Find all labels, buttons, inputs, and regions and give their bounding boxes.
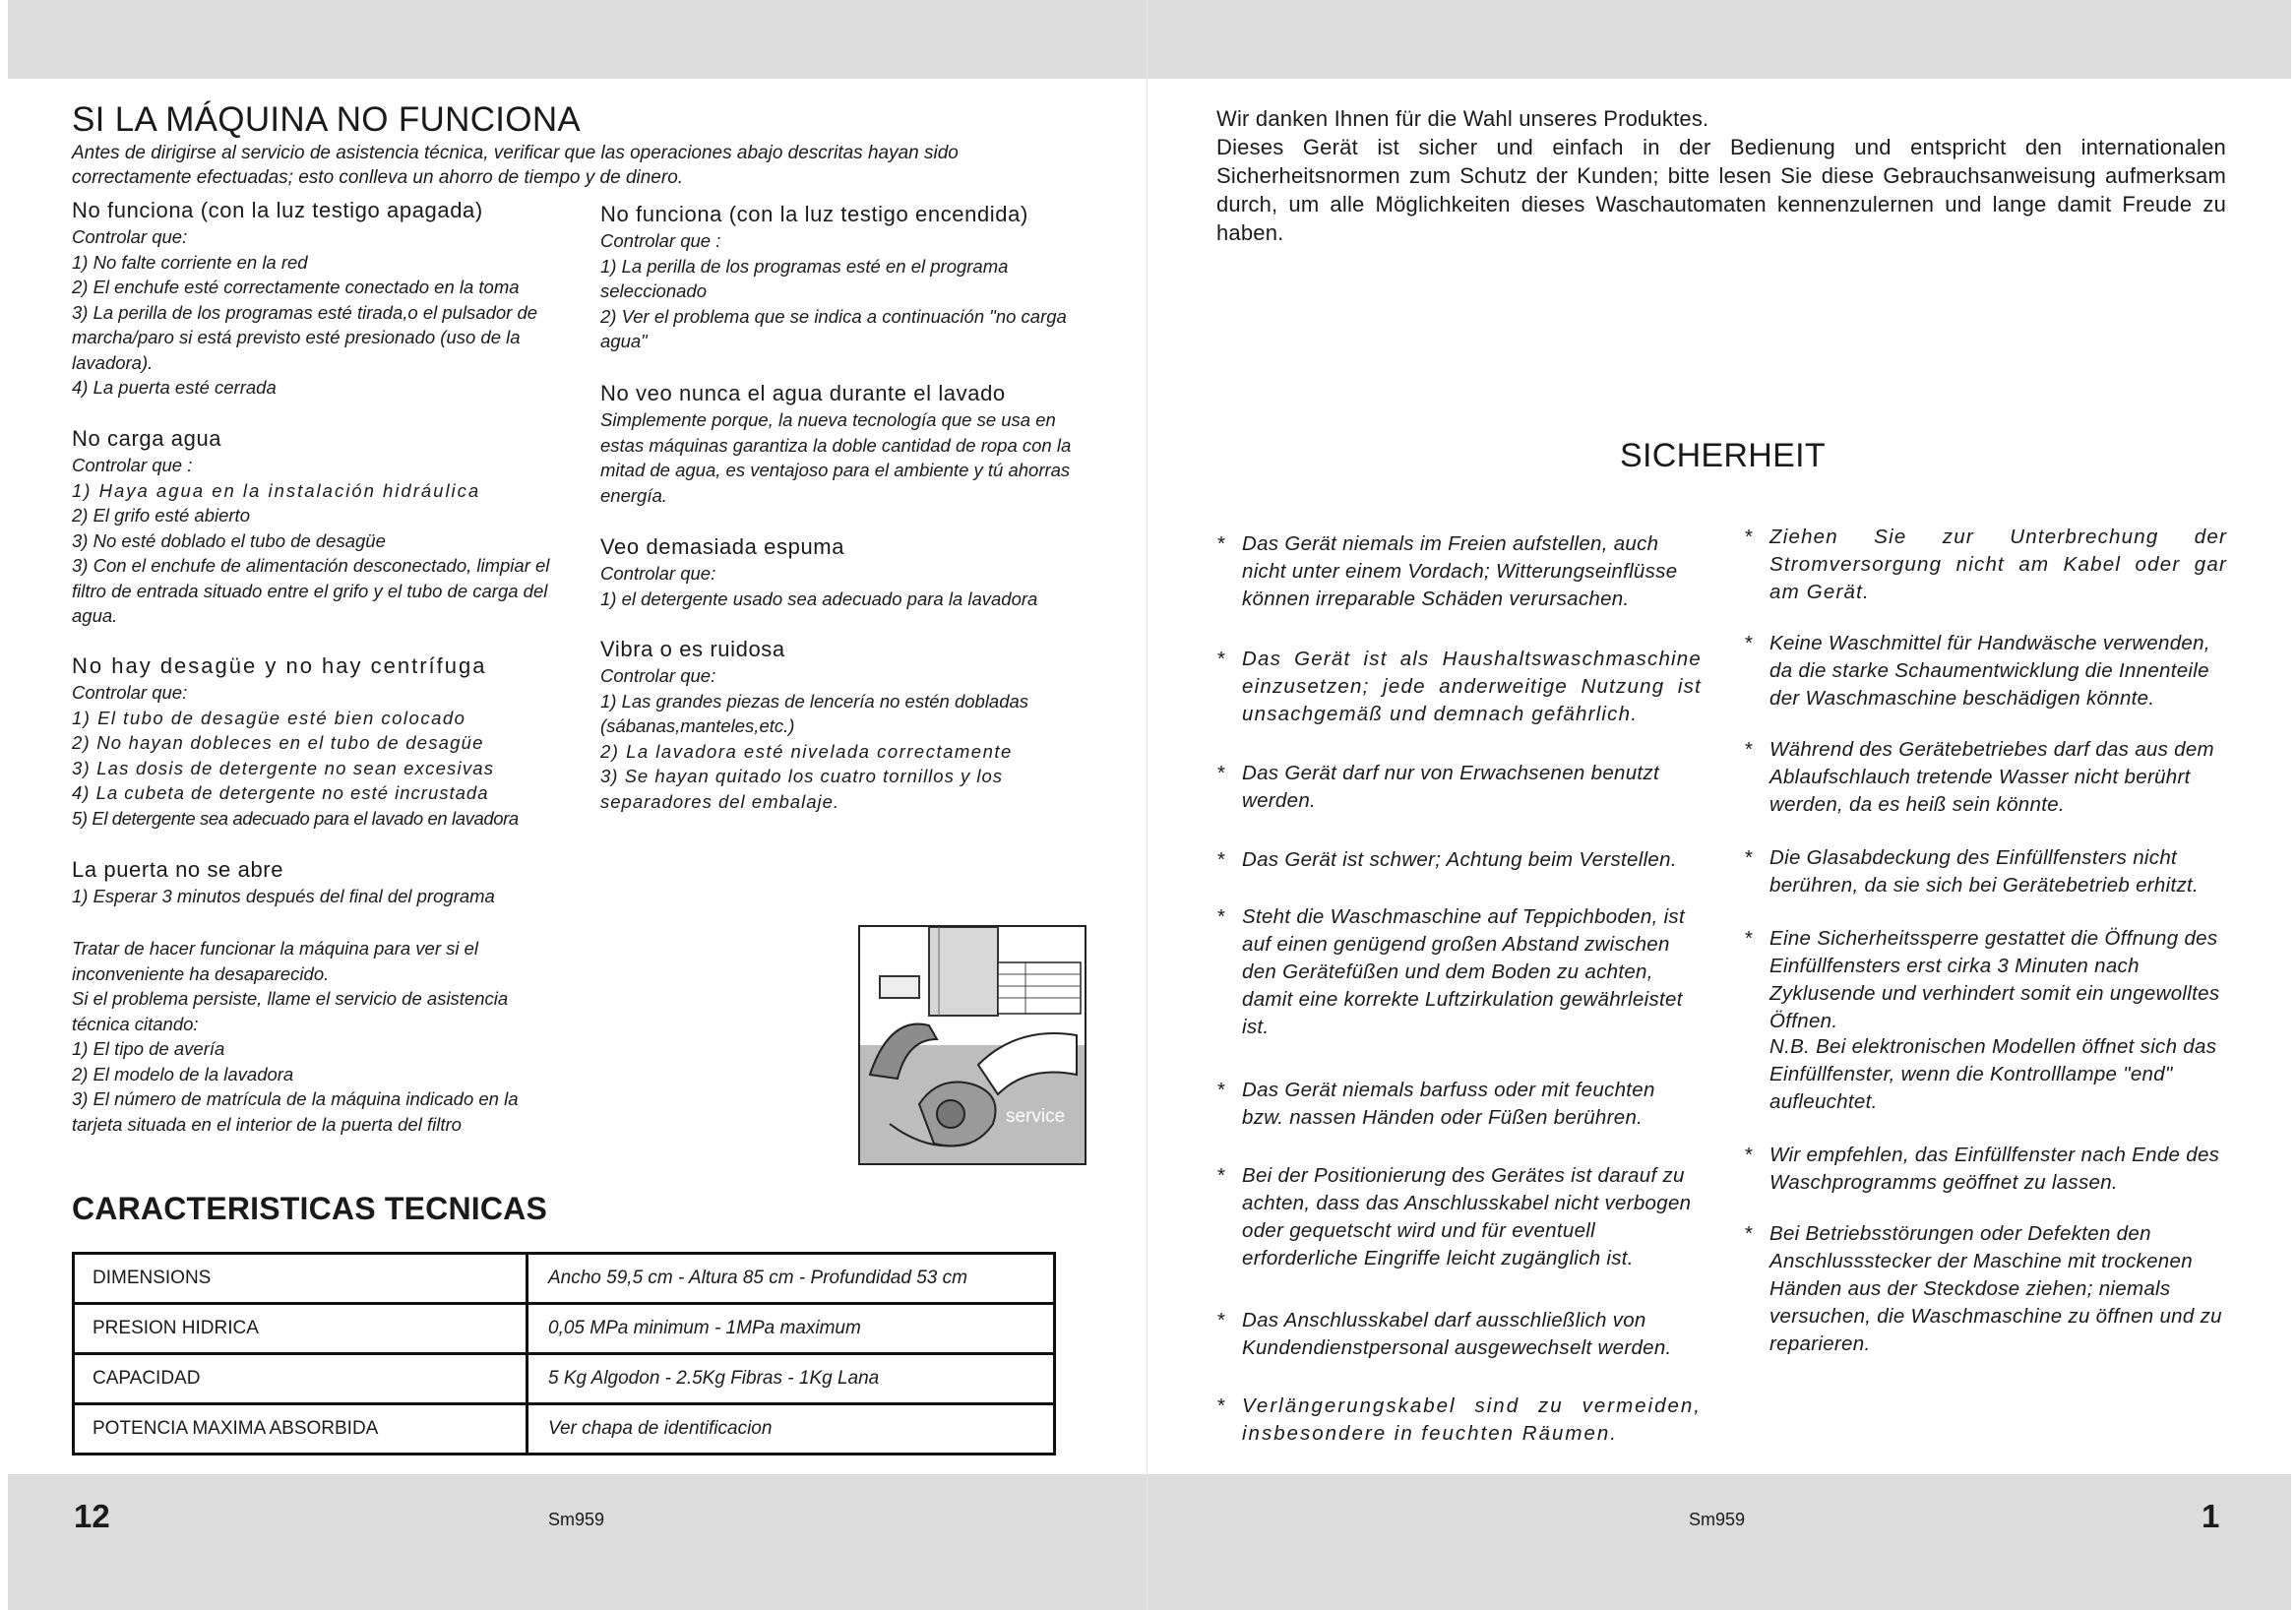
spec-value: Ancho 59,5 cm - Altura 85 cm - Profundidad 53 cm	[527, 1254, 1055, 1304]
safety-note: N.B. Bei elektronischen Modellen öffnet sich das Einfüllfenster, wenn die Kontrolllampe "end" aufleuchtet.	[1769, 1035, 2217, 1113]
bullet-star: *	[1745, 1144, 1754, 1166]
troubleshooting-intro: Antes de dirigirse al servicio de asistencia técnica, verificar que las operaciones abajo descritas hayan sido correctamente efectuadas; esto conlleva un ahorro de tiempo y de dinero.	[72, 143, 959, 188]
bullet-star: *	[1217, 905, 1226, 928]
section-no-funciona-encendida	[600, 201, 1083, 354]
safety-item: * Bei Betriebsstörungen oder Defekten den Anschlussstecker der Maschine mit trockenen Händen aus der Steckdose ziehen; niemals versuchen, die Waschmaschine zu öffnen und zu reparieren.	[1745, 1222, 2222, 1355]
section-espuma	[600, 533, 1083, 611]
section-line: 1) Haya agua en la instalación hidráulica	[72, 479, 481, 501]
service-illustration	[858, 925, 1086, 1165]
section-no-funciona-apagada	[72, 197, 554, 401]
page-fold	[1147, 0, 1148, 1610]
service-note	[72, 936, 554, 1137]
header-band	[8, 0, 2291, 79]
section-line: 2) El enchufe esté correctamente conectado en la toma	[72, 277, 520, 297]
section-title: No funciona (con la luz testigo encendida)	[600, 202, 1028, 226]
note-line: 3) El número de matrícula de la máquina indicado en la tarjeta situada en el interior de la puerta del filtro	[72, 1088, 519, 1135]
bullet-star: *	[1745, 526, 1755, 548]
spec-value: Ver chapa de identificacion	[527, 1404, 1055, 1455]
section-line: Controlar que :	[72, 455, 193, 475]
section-line: 3) La perilla de los programas esté tirada,o el pulsador de marcha/paro si está previsto esté presionado (uso de la lavadora).	[72, 301, 538, 373]
page-number-left: 12	[74, 1498, 110, 1534]
section-line: 5) El detergente sea adecuado para el lavado en lavadora	[72, 807, 519, 829]
safety-item: * Das Gerät ist als Haushaltswaschmaschine einzusetzen; jede anderweitige Nutzung ist unsachgemäß und demnach gefährlich.	[1217, 648, 1702, 725]
section-line: 2) La lavadora esté nivelada correctamente	[600, 740, 1013, 762]
section-no-carga-agua	[72, 425, 554, 629]
section-title: No carga agua	[72, 426, 222, 451]
tech-specs-table	[72, 1252, 1056, 1455]
section-title: Vibra o es ruidosa	[600, 637, 785, 661]
section-line: Controlar que :	[600, 230, 721, 251]
section-line: 1) Esperar 3 minutos después del final del programa	[72, 886, 495, 906]
spec-value: 0,05 MPa minimum - 1MPa maximum	[527, 1304, 1055, 1354]
table-row	[74, 1404, 1055, 1455]
section-title: No funciona (con la luz testigo apagada)	[72, 198, 483, 222]
bullet-star: *	[1217, 1309, 1226, 1331]
note-line: Tratar de hacer funcionar la máquina para ver si el inconveniente ha desaparecido.	[72, 938, 479, 984]
section-no-veo-agua	[600, 380, 1083, 508]
section-title: No hay desagüe y no hay centrífuga	[72, 653, 487, 678]
service-phone-icon	[860, 927, 1085, 1163]
spec-label: CAPACIDAD	[74, 1354, 527, 1404]
bullet-star: *	[1745, 1222, 1754, 1245]
note-line: 2) El modelo de la lavadora	[72, 1063, 294, 1084]
table-row	[74, 1304, 1055, 1354]
table-row	[74, 1254, 1055, 1304]
bullet-star: *	[1745, 927, 1754, 950]
section-line: 2) No hayan dobleces en el tubo de desagüe	[72, 732, 484, 753]
model-code-right: Sm959	[1689, 1510, 1746, 1529]
safety-item: * Das Anschlusskabel darf ausschließlich von Kundendienstpersonal ausgewechselt werden.	[1217, 1309, 1672, 1359]
section-line: Controlar que:	[72, 226, 188, 247]
spec-value: 5 Kg Algodon - 2.5Kg Fibras - 1Kg Lana	[527, 1354, 1055, 1404]
spec-label: PRESION HIDRICA	[74, 1304, 527, 1354]
section-line: 1) El tubo de desagüe esté bien colocado	[72, 707, 466, 728]
section-line: Controlar que:	[600, 563, 716, 584]
table-row	[74, 1354, 1055, 1404]
section-line: 1) Las grandes piezas de lencería no estén dobladas (sábanas,manteles,etc.)	[600, 690, 1029, 736]
safety-item: * Wir empfehlen, das Einfüllfenster nach Ende des Waschprogramms geöffnet zu lassen.	[1745, 1144, 2220, 1194]
safety-item: * Das Gerät niemals im Freien aufstellen, auch nicht unter einem Vordach; Witterungseinflüsse können irreparable Schäden verursachen.	[1217, 532, 1678, 610]
section-line: 3) Se hayan quitado los cuatro tornillos y los separadores del embalaje.	[600, 766, 1004, 812]
note-line: 1) El tipo de avería	[72, 1038, 225, 1059]
note-line: Si el problema persiste, llame el servicio de asistencia técnica citando:	[72, 988, 509, 1034]
bullet-star: *	[1217, 1164, 1226, 1187]
section-line: 3) No esté doblado el tubo de desagüe	[72, 529, 386, 551]
safety-item: * Keine Waschmittel für Handwäsche verwenden, da die starke Schaumentwicklung die Innenteile der Waschmaschine beschädigen könnte.	[1745, 632, 2210, 710]
intro-line: Wir danken Ihnen für die Wahl unseres Produktes.	[1216, 106, 1709, 131]
spec-label: POTENCIA MAXIMA ABSORBIDA	[74, 1404, 527, 1455]
section-line: 4) La cubeta de detergente no esté incrustada	[72, 782, 489, 803]
spec-label: DIMENSIONS	[74, 1254, 527, 1304]
safety-item: * Verlängerungskabel sind zu vermeiden, insbesondere in feuchten Räumen.	[1217, 1394, 1702, 1445]
safety-item: * Das Gerät ist schwer; Achtung beim Verstellen.	[1242, 846, 1702, 874]
section-vibra	[600, 636, 1083, 814]
section-line: Controlar que:	[72, 682, 188, 703]
bullet-star: *	[1745, 738, 1754, 761]
section-line: 1) el detergente usado sea adecuado para la lavadora	[600, 588, 1038, 609]
safety-item: * Das Gerät darf nur von Erwachsenen benutzt werden.	[1217, 762, 1659, 812]
section-line: 1) La perilla de los programas esté en el programa seleccionado	[600, 255, 1009, 301]
safety-item: * Während des Gerätebetriebes darf das aus dem Ablaufschlauch tretende Wasser nicht berührt werden, da es heiß sein könnte.	[1745, 738, 2214, 816]
bullet-star: *	[1217, 1079, 1226, 1101]
safety-heading: SICHERHEIT	[1620, 437, 1826, 474]
bullet-star: *	[1217, 532, 1226, 555]
safety-item: * Bei der Positionierung des Gerätes ist darauf zu achten, dass das Anschlusskabel nicht verbogen oder gequetscht wird und für eventuell erforderliche Eingriffe leicht zugänglich ist.	[1217, 1164, 1692, 1269]
safety-item: * Das Gerät niemals barfuss oder mit feuchten bzw. nassen Händen oder Füßen berühren.	[1217, 1079, 1655, 1129]
bullet-star: *	[1217, 848, 1226, 871]
bullet-star: *	[1745, 846, 1754, 869]
section-line: 3) Las dosis de detergente no sean excesivas	[72, 757, 495, 778]
section-title: La puerta no se abre	[72, 857, 284, 882]
page-number-right: 1	[2202, 1498, 2220, 1534]
footer-band	[8, 1474, 2291, 1610]
bullet-star: *	[1217, 648, 1227, 670]
section-line: 1) No falte corriente en la red	[72, 251, 308, 273]
intro-paragraph: Dieses Gerät ist sicher und einfach in der Bedienung und entspricht den internationalen Sicherheitsnormen zum Schutz der Kunden; bitte lesen Sie diese Gebrauchsanweisung aufmerksam durch, um alle Möglichkeiten dieses Waschautomaten kennenzulernen und lange damit Freude zu haben.	[1216, 135, 2226, 245]
section-line: 2) Ver el problema que se indica a continuación "no carga agua"	[600, 305, 1067, 351]
section-no-desague	[72, 652, 554, 831]
safety-item: * Ziehen Sie zur Unterbrechung der Stromversorgung nicht am Kabel oder gar am Gerät.	[1745, 526, 2227, 603]
tech-specs-title: CARACTERISTICAS TECNICAS	[72, 1191, 548, 1226]
section-line: Simplemente porque, la nueva tecnología que se usa en estas máquinas garantiza la doble cantidad de ropa con la mitad de agua, es ventajoso para el ambiente y tú ahorras energía.	[600, 409, 1072, 506]
model-code-left: Sm959	[548, 1510, 605, 1529]
section-line: 2) El grifo esté abierto	[72, 505, 250, 526]
thanks-intro	[1216, 104, 2226, 247]
safety-item: * Die Glasabdeckung des Einfüllfensters nicht berühren, da sie sich bei Gerätebetrieb erhitzt.	[1745, 846, 2200, 897]
illustration-label: service	[1006, 1106, 1066, 1127]
troubleshooting-title: SI LA MÁQUINA NO FUNCIONA	[72, 100, 582, 139]
bullet-star: *	[1745, 632, 1754, 654]
safety-item: * Eine Sicherheitssperre gestattet die Öffnung des Einfüllfensters erst cirka 3 Minuten nach Zyklusende und verhindert somit ein ungewolltes Öffnen.	[1745, 927, 2220, 1032]
section-line: 3) Con el enchufe de alimentación desconectado, limpiar el filtro de entrada situado entre el grifo y el tubo de carga del agua.	[72, 555, 550, 626]
bullet-star: *	[1217, 762, 1226, 784]
section-line: 4) La puerta esté cerrada	[72, 377, 277, 398]
section-title: No veo nunca el agua durante el lavado	[600, 381, 1006, 405]
section-line: Controlar que:	[600, 665, 716, 686]
section-puerta-no-abre	[72, 856, 554, 909]
section-title: Veo demasiada espuma	[600, 534, 845, 559]
bullet-star: *	[1217, 1394, 1227, 1417]
safety-item: * Steht die Waschmaschine auf Teppichboden, ist auf einen genügend großen Abstand zwischen den Gerätefüßen und dem Boden zu achten, damit eine korrekte Luftzirkulation gewährleistet ist.	[1217, 905, 1685, 1038]
